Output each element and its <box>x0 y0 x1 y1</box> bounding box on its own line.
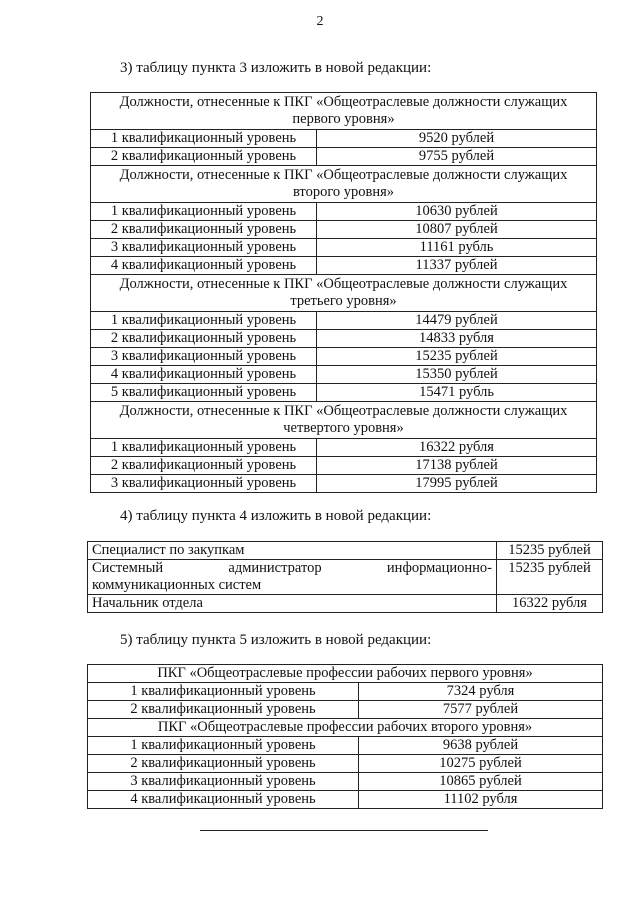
salary-cell: 9755 рублей <box>317 148 597 166</box>
level-cell: 2 квалификационный уровень <box>91 221 317 239</box>
table-group-header <box>88 665 603 683</box>
level-cell: 2 квалификационный уровень <box>91 148 317 166</box>
position-line1: Системный администратор информационно- <box>92 560 492 576</box>
level-cell: 1 квалификационный уровень <box>91 203 317 221</box>
table-group-header <box>88 719 603 737</box>
salary-cell: 17138 рублей <box>317 457 597 475</box>
table-group-header <box>91 166 597 203</box>
salary-cell: 7324 рубля <box>359 683 603 701</box>
table-row <box>88 773 603 791</box>
position-cell <box>88 560 497 595</box>
table-group-header <box>91 93 597 130</box>
salary-cell: 9638 рублей <box>359 737 603 755</box>
table-row <box>91 330 597 348</box>
table-row <box>88 737 603 755</box>
level-cell: 4 квалификационный уровень <box>91 366 317 384</box>
section4-instruction: 4) таблицу пункта 4 изложить в новой редакции: <box>120 508 432 524</box>
table-row <box>91 457 597 475</box>
salary-cell: 14833 рубля <box>317 330 597 348</box>
section5-instruction: 5) таблицу пункта 5 изложить в новой редакции: <box>120 632 432 648</box>
table-row <box>88 683 603 701</box>
page-number: 2 <box>316 14 324 29</box>
table-row <box>88 755 603 773</box>
table-row <box>88 701 603 719</box>
salary-cell: 15235 рублей <box>497 560 603 595</box>
group-header-line2: четвертого уровня» <box>283 420 404 436</box>
table-row <box>91 221 597 239</box>
table-row <box>91 475 597 493</box>
table-row <box>88 542 603 560</box>
salary-cell: 10630 рублей <box>317 203 597 221</box>
table-group-header <box>91 402 597 439</box>
group-header-line1: Должности, отнесенные к ПКГ «Общеотраслевые должности служащих <box>119 94 568 110</box>
salary-cell: 15235 рублей <box>317 348 597 366</box>
section5-table <box>87 664 603 809</box>
level-cell: 3 квалификационный уровень <box>91 348 317 366</box>
table-row <box>91 366 597 384</box>
level-cell: 1 квалификационный уровень <box>91 439 317 457</box>
table-row <box>88 595 603 613</box>
salary-cell: 10275 рублей <box>359 755 603 773</box>
level-cell: 1 квалификационный уровень <box>88 737 359 755</box>
table-row <box>91 348 597 366</box>
level-cell: 3 квалификационный уровень <box>91 239 317 257</box>
level-cell: 2 квалификационный уровень <box>88 755 359 773</box>
group-header-line2: первого уровня» <box>292 111 395 127</box>
section4-table <box>87 541 603 613</box>
level-cell: 1 квалификационный уровень <box>91 130 317 148</box>
salary-cell: 14479 рублей <box>317 312 597 330</box>
level-cell: 1 квалификационный уровень <box>91 312 317 330</box>
salary-cell: 15350 рублей <box>317 366 597 384</box>
level-cell: 3 квалификационный уровень <box>88 773 359 791</box>
group-header-line1: Должности, отнесенные к ПКГ «Общеотраслевые должности служащих <box>119 167 568 183</box>
level-cell: 2 квалификационный уровень <box>91 457 317 475</box>
table-row <box>91 130 597 148</box>
level-cell: 3 квалификационный уровень <box>91 475 317 493</box>
table-group-header <box>91 275 597 312</box>
salary-cell: 11102 рубля <box>359 791 603 809</box>
salary-cell: 7577 рублей <box>359 701 603 719</box>
group-header-line1: Должности, отнесенные к ПКГ «Общеотраслевые должности служащих <box>119 276 568 292</box>
level-cell: 5 квалификационный уровень <box>91 384 317 402</box>
salary-cell: 10865 рублей <box>359 773 603 791</box>
table-row <box>88 791 603 809</box>
table-row <box>91 239 597 257</box>
section3-instruction: 3) таблицу пункта 3 изложить в новой редакции: <box>120 60 432 76</box>
level-cell: 2 квалификационный уровень <box>91 330 317 348</box>
table-row <box>88 560 603 595</box>
table-row <box>91 148 597 166</box>
group-header: ПКГ «Общеотраслевые профессии рабочих второго уровня» <box>88 719 603 737</box>
level-cell: 4 квалификационный уровень <box>91 257 317 275</box>
footer-divider <box>200 830 488 831</box>
salary-cell: 11161 рубль <box>317 239 597 257</box>
level-cell: 2 квалификационный уровень <box>88 701 359 719</box>
salary-cell: 11337 рублей <box>317 257 597 275</box>
table-row <box>91 257 597 275</box>
level-cell: 1 квалификационный уровень <box>88 683 359 701</box>
salary-cell: 16322 рубля <box>317 439 597 457</box>
section3-table <box>90 92 597 493</box>
position-line2: коммуникационных систем <box>92 577 262 593</box>
position-cell: Начальник отдела <box>88 595 497 613</box>
table-row <box>91 312 597 330</box>
salary-cell: 10807 рублей <box>317 221 597 239</box>
salary-cell: 16322 рубля <box>497 595 603 613</box>
table-row <box>91 439 597 457</box>
salary-cell: 17995 рублей <box>317 475 597 493</box>
group-header-line2: второго уровня» <box>292 184 395 200</box>
group-header-line2: третьего уровня» <box>290 293 397 309</box>
table-row <box>91 203 597 221</box>
salary-cell: 15235 рублей <box>497 542 603 560</box>
table-row <box>91 384 597 402</box>
group-header: ПКГ «Общеотраслевые профессии рабочих первого уровня» <box>88 665 603 683</box>
level-cell: 4 квалификационный уровень <box>88 791 359 809</box>
group-header-line1: Должности, отнесенные к ПКГ «Общеотраслевые должности служащих <box>119 403 568 419</box>
position-cell: Специалист по закупкам <box>88 542 497 560</box>
salary-cell: 15471 рубль <box>317 384 597 402</box>
salary-cell: 9520 рублей <box>317 130 597 148</box>
